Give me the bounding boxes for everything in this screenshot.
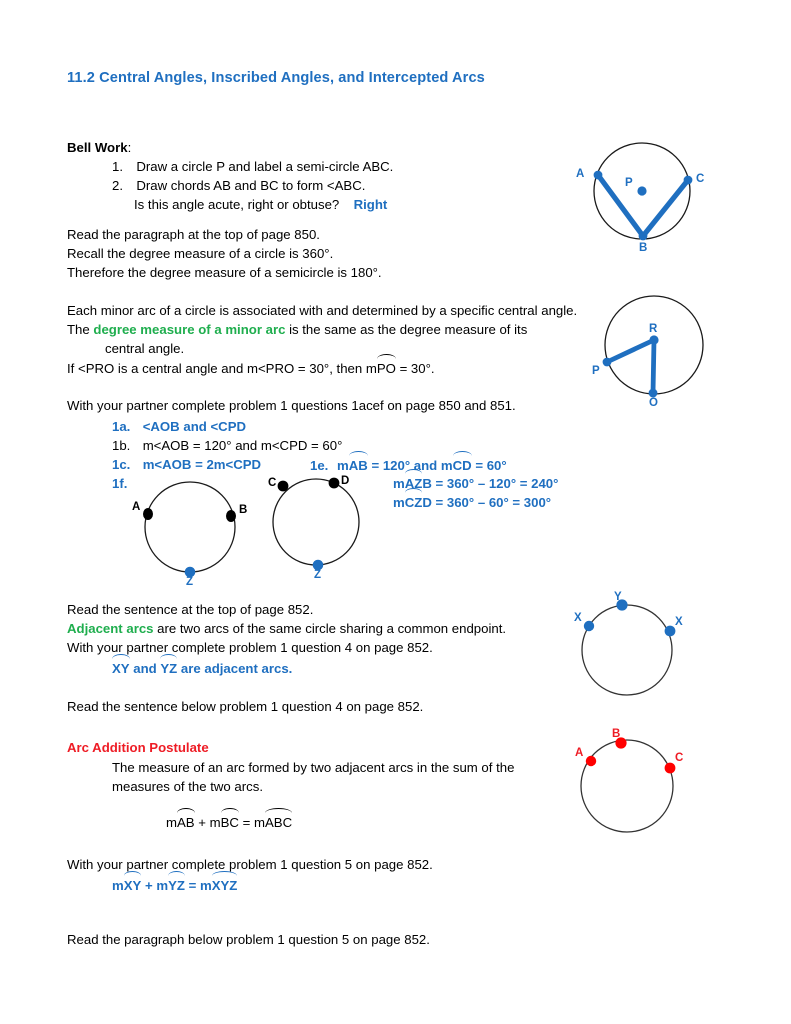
label-point-z-3: Z [186, 576, 194, 588]
read-below-question-5: Read the paragraph below problem 1 question 5 on page 852. [67, 932, 430, 947]
arc-notation-answer-xyz [212, 875, 238, 895]
bell-work-heading [67, 138, 131, 157]
recall-360-line: Recall the degree measure of a circle is 360°. [67, 246, 334, 261]
partner-work-1-instruction: With your partner complete problem 1 questions 1acef on page 850 and 851. [67, 398, 516, 413]
adjacent-arcs-answer-suffix: are adjacent arcs. [177, 661, 293, 676]
label-point-a-red: A [575, 747, 584, 759]
answer-1b-text: m<AOB = 120° and m<CPD = 60° [142, 438, 343, 453]
answer-1a-text: <AOB and <CPD [142, 419, 247, 434]
label-point-x-right: X [675, 616, 683, 628]
arc-letters-cd: CD [452, 458, 472, 473]
arc-bar-icon [221, 808, 239, 814]
circle-abc-red-svg [565, 730, 695, 845]
arc-letters-formula-bc: BC [220, 815, 239, 830]
label-point-c-4: C [268, 477, 277, 489]
arc-addition-heading: Arc Addition Postulate [67, 740, 209, 755]
answer-1f-line-2-suffix: D = 360° – 60° = 300° [422, 495, 552, 510]
arc-bar-icon [453, 451, 472, 457]
arc-notation-azb [405, 473, 423, 493]
answer-1e-prefix: m [337, 458, 349, 473]
arc-letters-xy: XY [112, 661, 130, 676]
formula-m2: m [209, 815, 221, 830]
page-title: 11.2 Central Angles, Inscribed Angles, and Intercepted Arcs [67, 70, 485, 86]
label-point-b-3: B [239, 504, 248, 516]
label-point-x-left: X [574, 612, 582, 624]
bell-work-answer: Right [353, 197, 388, 212]
bell-work-item-1-text: Draw a circle P and label a semi-circle ABC. [136, 159, 394, 174]
semicircle-180-line: Therefore the degree measure of a semicircle is 180°. [67, 265, 382, 280]
minor-arc-line-3: central angle. [105, 341, 185, 356]
answer2-m3: m [199, 878, 212, 893]
arc-bar-icon [349, 451, 368, 457]
adjacent-arcs-answer [112, 658, 292, 678]
adjacent-arcs-term: Adjacent arcs [67, 621, 154, 636]
diagram-circle-czd [262, 472, 377, 584]
bell-work-item-1 [112, 157, 393, 176]
label-point-a-3: A [132, 501, 141, 513]
diagram-circle-abc-red [565, 730, 695, 845]
label-point-a: A [576, 168, 585, 180]
arc-notation-cd [453, 455, 472, 475]
arc-bar-icon [377, 354, 396, 360]
label-point-b-red: B [612, 728, 621, 740]
arc-letters-cz: CZ [404, 495, 423, 510]
partner-work-2-answer [112, 875, 237, 895]
answer-1b [112, 436, 342, 455]
answer-1f-line-1 [393, 473, 558, 493]
arc-addition-formula [166, 812, 292, 832]
answer-1e-suffix: = 60° [471, 458, 507, 473]
minor-arc-definition-term: degree measure of a minor arc [93, 322, 286, 337]
arc-addition-body-line-1: The measure of an arc formed by two adjacent arcs in the sum of the [112, 760, 515, 775]
bell-work-item-1-number: 1. [112, 159, 123, 174]
arc-letters-formula-ab: AB [177, 815, 195, 830]
read-page-852-top: Read the sentence at the top of page 852. [67, 602, 314, 617]
minor-arc-line-4-suffix: = 30°. [395, 361, 435, 376]
label-point-b: B [639, 242, 648, 254]
formula-m3: m [253, 815, 265, 830]
bell-work-question-line [134, 195, 387, 214]
answer2-m1: m [112, 878, 124, 893]
minor-arc-line-1: Each minor arc of a circle is associated with and determined by a specific central angle. [67, 303, 578, 318]
bell-work-heading-label: Bell Work [67, 140, 128, 155]
answer-1f-line-2 [393, 492, 551, 512]
arc-letters-formula-abc: ABC [264, 815, 293, 830]
bell-work-heading-colon: : [127, 140, 132, 155]
arc-letters-ab: AB [348, 458, 368, 473]
answer2-equals: = [184, 878, 200, 893]
diagram-circle-xyz [565, 591, 695, 708]
answer-1a-label: 1a. [112, 419, 131, 434]
answer-1b-label: 1b. [112, 438, 131, 453]
bell-work-question: Is this angle acute, right or obtuse? [134, 197, 340, 212]
arc-notation-po [377, 358, 396, 378]
answer2-plus: + [141, 878, 157, 893]
adjacent-arcs-definition-rest: are two arcs of the same circle sharing a common endpoint. [153, 621, 507, 636]
minor-arc-line-2-prefix: The [67, 322, 94, 337]
arc-notation-czd [405, 492, 423, 512]
bell-work-item-2-number: 2. [112, 178, 123, 193]
read-page-850-line: Read the paragraph at the top of page 850. [67, 227, 320, 242]
read-below-question-4: Read the sentence below problem 1 question 4 on page 852. [67, 699, 424, 714]
minor-arc-line-2-suffix: is the same as the degree measure of its [285, 322, 528, 337]
formula-plus: + [194, 815, 210, 830]
arc-letters-answer-xy: XY [123, 878, 142, 893]
circle-p-abc-svg [566, 133, 726, 258]
arc-notation-yz [160, 658, 177, 678]
label-point-p: P [625, 177, 633, 189]
adjacent-arcs-answer-mid: and [129, 661, 161, 676]
answer-1a [112, 417, 246, 436]
arc-letters-answer-xyz: XYZ [211, 878, 238, 893]
circle-azb-svg [132, 478, 257, 583]
arc-notation-formula-ab [177, 812, 195, 832]
label-point-r: R [649, 323, 658, 335]
diagram-circle-azb [132, 478, 257, 588]
answer-1c [112, 455, 261, 474]
arc-notation-answer-yz [168, 875, 185, 895]
label-point-d-4: D [341, 475, 350, 487]
bell-work-item-2 [112, 176, 365, 195]
label-point-z-4: Z [314, 569, 322, 581]
label-point-y: Y [614, 591, 622, 603]
partner-work-2-instruction: With your partner complete problem 1 question 5 on page 852. [67, 857, 433, 872]
bell-work-item-2-text: Draw chords AB and BC to form <ABC. [136, 178, 366, 193]
answer-1f-line-1-suffix: B = 360° – 120° = 240° [422, 476, 559, 491]
answer-1f-line-1-prefix: m [393, 476, 405, 491]
arc-letters-po: PO [376, 361, 396, 376]
circle-xyz-svg [565, 596, 695, 708]
circle-pro-svg [586, 290, 736, 408]
answer-1e-mid: = 120° and m [367, 458, 453, 473]
label-point-c: C [696, 173, 705, 185]
minor-arc-line-4-prefix: If <PRO is a central angle and m<PRO = 30°, then m [67, 361, 377, 376]
adjacent-arcs-definition [67, 619, 506, 638]
partner-question-4-instruction: With your partner complete problem 1 question 4 on page 852. [67, 640, 433, 655]
label-point-p2: P [592, 365, 600, 377]
arc-letters-az: AZ [404, 476, 423, 491]
arc-bar-icon [265, 808, 292, 814]
circle-czd-svg [262, 472, 377, 584]
formula-m1: m [166, 815, 177, 830]
arc-notation-formula-bc [221, 812, 239, 832]
arc-addition-body-line-2: measures of the two arcs. [112, 779, 263, 794]
arc-notation-formula-abc [265, 812, 292, 832]
arc-letters-yz: YZ [160, 661, 178, 676]
answer-1f-label: 1f. [112, 476, 128, 491]
arc-letters-answer-yz: YZ [168, 878, 185, 893]
diagram-circle-pro [586, 290, 736, 408]
answer-1c-text: m<AOB = 2m<CPD [142, 457, 262, 472]
arc-bar-icon [177, 808, 195, 814]
arc-notation-answer-xy [124, 875, 142, 895]
minor-arc-line-2 [67, 320, 527, 339]
minor-arc-line-4 [67, 358, 435, 378]
answer-1e-label: 1e. [310, 458, 329, 473]
answer-1c-label: 1c. [112, 457, 131, 472]
formula-equals: = [238, 815, 254, 830]
label-point-c-red: C [675, 752, 684, 764]
answer-1f-line-2-prefix: m [393, 495, 405, 510]
answer2-m2: m [156, 878, 169, 893]
arc-notation-xy [112, 658, 130, 678]
label-point-o: O [649, 397, 658, 409]
diagram-circle-p-abc [566, 133, 726, 258]
